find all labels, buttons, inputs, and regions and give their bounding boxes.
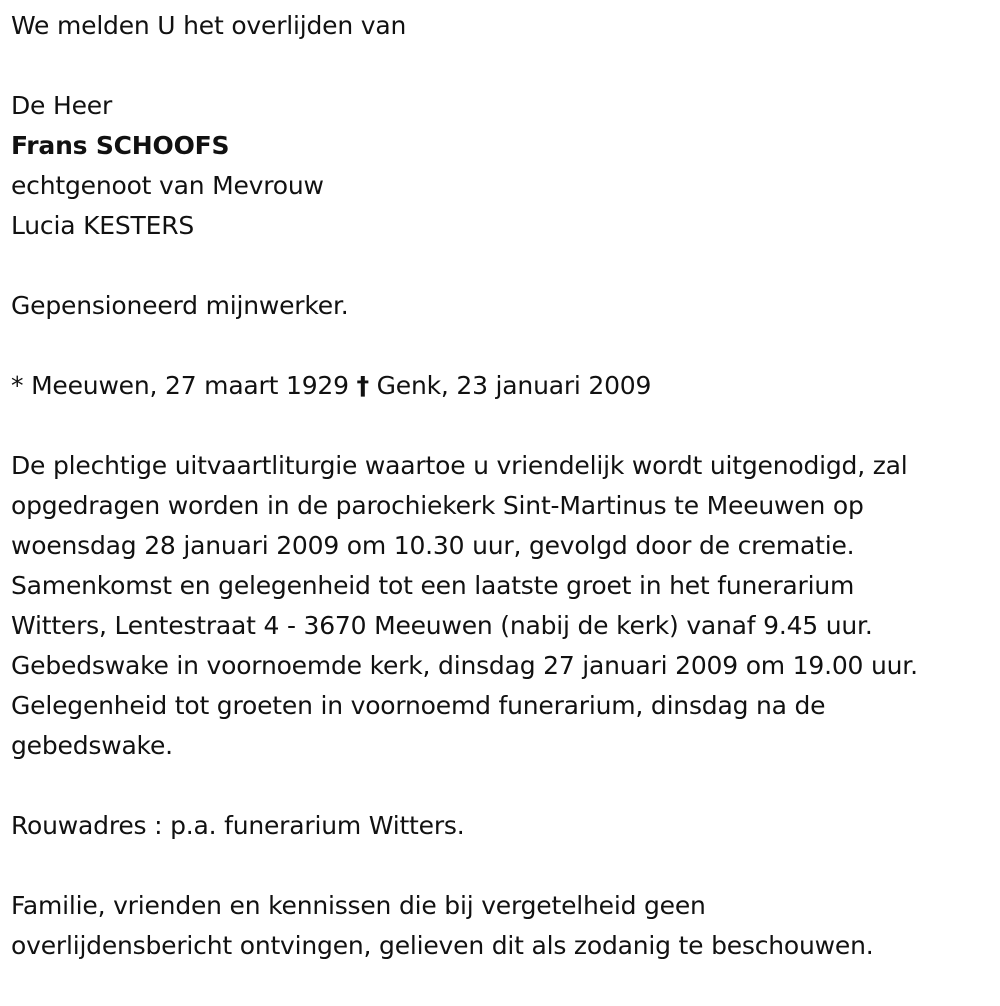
deceased-title: De Heer bbox=[11, 91, 113, 120]
mourning-address: Rouwadres : p.a. funerarium Witters. bbox=[11, 811, 465, 840]
deceased-name: Frans SCHOOFS bbox=[11, 131, 230, 160]
birth-symbol: * bbox=[11, 371, 24, 400]
spacer bbox=[11, 846, 996, 886]
closing-line: overlijdensbericht ontvingen, gelieven dit als zodanig te beschouwen. bbox=[11, 931, 874, 960]
intro-text: We melden U het overlijden van bbox=[11, 11, 407, 40]
closing-line: Familie, vrienden en kennissen die bij vergetelheid geen bbox=[11, 891, 706, 920]
service-line: Witters, Lentestraat 4 - 3670 Meeuwen (nabij de kerk) vanaf 9.45 uur. bbox=[11, 611, 873, 640]
service-line: Gelegenheid tot groeten in voornoemd funerarium, dinsdag na de bbox=[11, 691, 826, 720]
spouse-name: Lucia KESTERS bbox=[11, 211, 195, 240]
spacer bbox=[11, 766, 996, 806]
closing-paragraph bbox=[11, 886, 996, 966]
service-line: Samenkomst en gelegenheid tot een laatste groet in het funerarium bbox=[11, 571, 855, 600]
service-paragraph bbox=[11, 446, 996, 766]
service-line: De plechtige uitvaartliturgie waartoe u vriendelijk wordt uitgenodigd, zal bbox=[11, 451, 908, 480]
death-date: Genk, 23 januari 2009 bbox=[376, 371, 652, 400]
life-dates bbox=[11, 366, 996, 406]
birth-date: Meeuwen, 27 maart 1929 bbox=[31, 371, 349, 400]
service-line: woensdag 28 januari 2009 om 10.30 uur, gevolgd door de crematie. bbox=[11, 531, 855, 560]
death-cross-icon: † bbox=[356, 371, 369, 400]
obituary-notice bbox=[11, 6, 996, 966]
spacer bbox=[11, 406, 996, 446]
service-line: gebedswake. bbox=[11, 731, 173, 760]
occupation: Gepensioneerd mijnwerker. bbox=[11, 291, 349, 320]
spacer bbox=[11, 46, 996, 86]
spouse-relation: echtgenoot van Mevrouw bbox=[11, 171, 324, 200]
service-line: Gebedswake in voornoemde kerk, dinsdag 27 januari 2009 om 19.00 uur. bbox=[11, 651, 918, 680]
service-line: opgedragen worden in de parochiekerk Sint-Martinus te Meeuwen op bbox=[11, 491, 864, 520]
spacer bbox=[11, 326, 996, 366]
spacer bbox=[11, 246, 996, 286]
